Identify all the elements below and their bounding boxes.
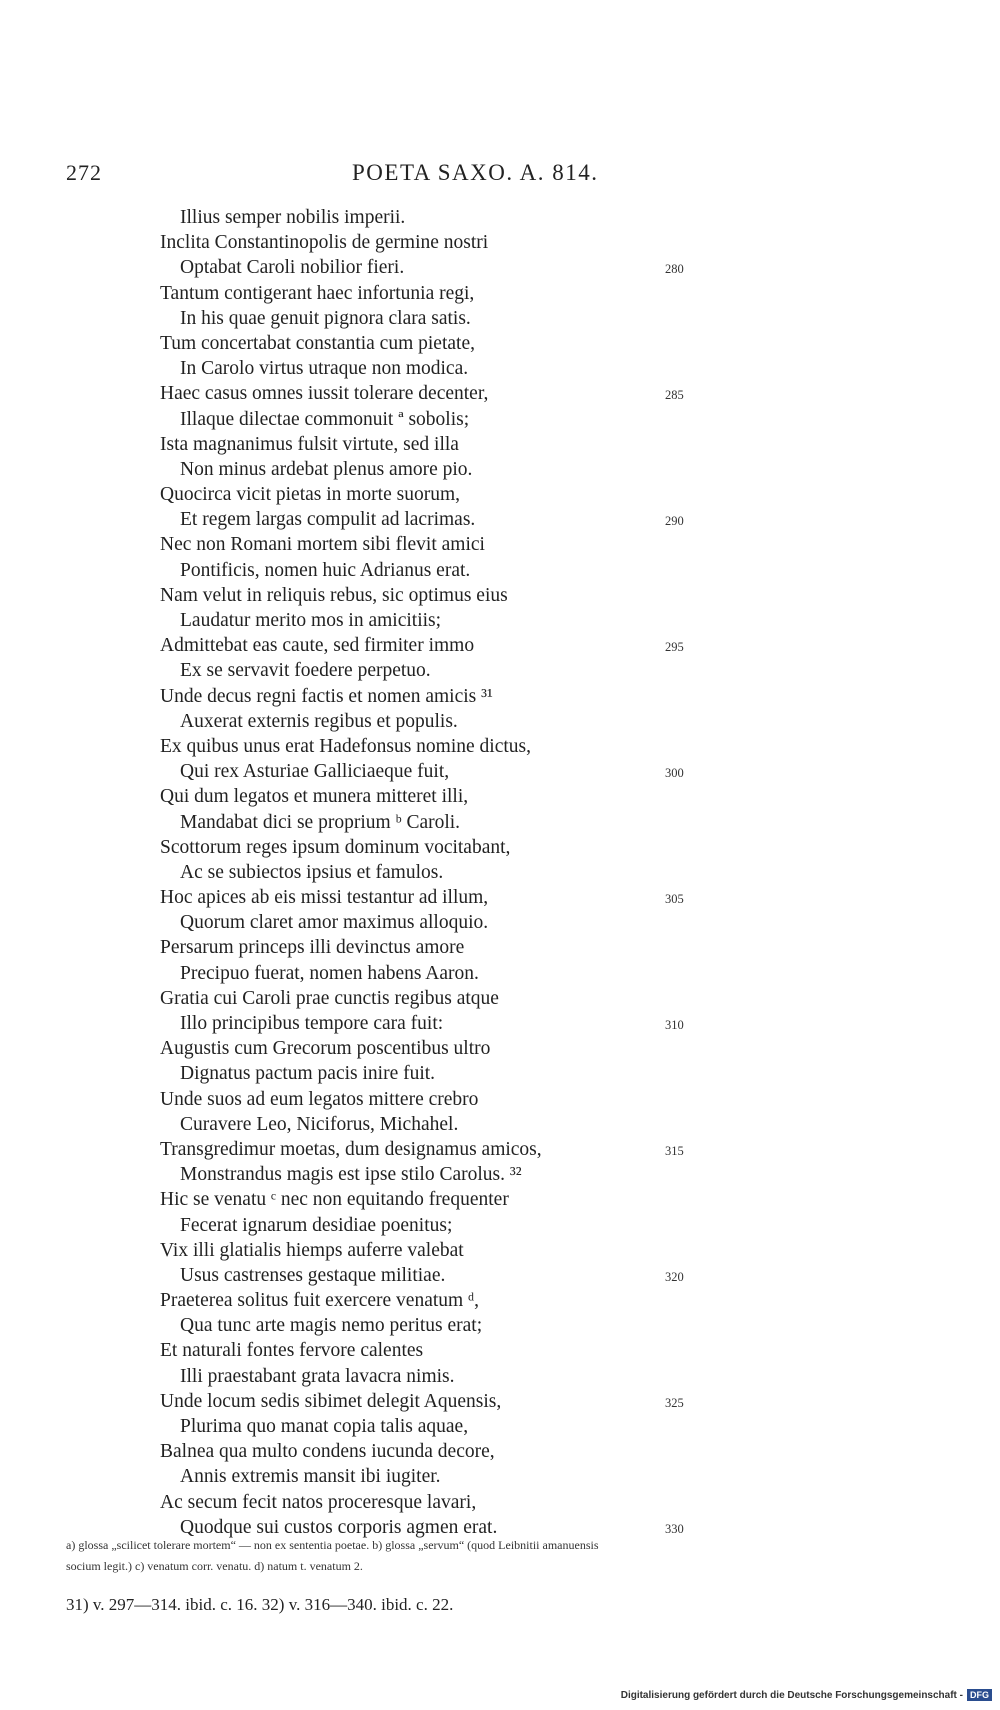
verse-line xyxy=(160,255,700,280)
verse-line xyxy=(160,1238,700,1263)
line-number: 310 xyxy=(665,1018,684,1032)
verse-line xyxy=(160,1389,700,1414)
verse-block xyxy=(160,205,700,1540)
verse-text: Persarum princeps illi devinctus amore xyxy=(160,937,465,959)
verse-line xyxy=(160,1263,700,1288)
verse-line xyxy=(160,633,700,658)
verse-line xyxy=(160,1137,700,1162)
verse-line xyxy=(160,432,700,457)
verse-line xyxy=(160,759,700,784)
verse-line xyxy=(160,457,700,482)
verse-line xyxy=(160,230,700,255)
verse-text: Precipuo fuerat, nomen habens Aaron. xyxy=(180,962,479,984)
verse-line xyxy=(160,1338,700,1363)
verse-text: Ex quibus unus erat Hadefonsus nomine dictus, xyxy=(160,735,531,757)
line-number: 305 xyxy=(665,892,684,907)
verse-text: Praeterea solitus fuit exercere venatum ᵈ, xyxy=(160,1290,480,1312)
verse-text: Nam velut in reliquis rebus, sic optimus eius xyxy=(160,584,508,606)
page-number: 272 xyxy=(66,160,102,185)
verse-line xyxy=(160,1087,700,1112)
verse-line xyxy=(160,482,700,507)
verse-text: Hic se venatu ᶜ nec non equitando frequenter xyxy=(160,1189,509,1211)
verse-text: Et naturali fontes fervore calentes xyxy=(160,1340,424,1362)
line-number: 325 xyxy=(665,1395,684,1410)
verse-line xyxy=(160,734,700,759)
verse-text: Dignatus pactum pacis inire fuit. xyxy=(180,1063,436,1085)
verse-line xyxy=(160,1061,700,1086)
footer-credit: Digitalisierung gefördert durch die Deutsche Forschungsgemeinschaft - xyxy=(620,1689,963,1701)
verse-line xyxy=(160,885,700,910)
verse-text: Ex se servavit foedere perpetuo. xyxy=(180,660,431,682)
verse-line xyxy=(160,1364,700,1389)
verse-line xyxy=(160,205,700,230)
verse-line xyxy=(160,1162,700,1187)
verse-text: Et regem largas compulit ad lacrimas. xyxy=(180,509,476,531)
verse-line xyxy=(160,1464,700,1489)
verse-line xyxy=(160,381,700,406)
verse-line xyxy=(160,1313,700,1338)
running-head: POETA SAXO. A. 814. xyxy=(352,160,599,185)
verse-text: Admittebat eas caute, sed firmiter immo xyxy=(160,635,475,657)
verse-line xyxy=(160,709,700,734)
verse-text: Monstrandus magis est ipse stilo Carolus. ³² xyxy=(180,1164,522,1186)
line-number: 280 xyxy=(665,262,684,277)
verse-text: Quocirca vicit pietas in morte suorum, xyxy=(160,484,461,506)
verse-text: Mandabat dici se proprium ᵇ Caroli. xyxy=(180,811,461,833)
verse-text: Unde locum sedis sibimet delegit Aquensis, xyxy=(160,1390,502,1412)
verse-line xyxy=(160,784,700,809)
verse-line xyxy=(160,810,700,835)
verse-text: Balnea qua multo condens iucunda decore, xyxy=(160,1441,495,1463)
verse-line xyxy=(160,608,700,633)
verse-line xyxy=(160,407,700,432)
verse-text: Transgredimur moetas, dum designamus amicos, xyxy=(160,1138,542,1160)
dfg-logo-icon: DFG xyxy=(967,1689,992,1701)
verse-line xyxy=(160,1414,700,1439)
verse-line xyxy=(160,281,700,306)
verse-text: Non minus ardebat plenus amore pio. xyxy=(180,458,473,480)
digitization-footer xyxy=(621,1687,992,1703)
note-line: socium legit.) c) venatum corr. venatu. d) natum t. venatum 2. xyxy=(66,1559,363,1573)
verse-text: Hoc apices ab eis missi testantur ad illum, xyxy=(160,887,489,909)
verse-text: Illaque dilectae commonuit ª sobolis; xyxy=(180,408,470,430)
line-number: 290 xyxy=(665,514,684,529)
verse-text: Fecerat ignarum desidiae poenitus; xyxy=(180,1214,453,1236)
verse-line xyxy=(160,1112,700,1137)
verse-line xyxy=(160,684,700,709)
line-number: 300 xyxy=(665,766,684,781)
verse-text: Annis extremis mansit ibi iugiter. xyxy=(180,1466,441,1488)
verse-text: Illi praestabant grata lavacra nimis. xyxy=(180,1365,455,1387)
verse-text: Ac secum fecit natos proceresque lavari, xyxy=(160,1491,477,1513)
verse-text: Haec casus omnes iussit tolerare decenter, xyxy=(160,383,489,405)
verse-text: Tum concertabat constantia cum pietate, xyxy=(160,332,475,354)
verse-line xyxy=(160,306,700,331)
verse-text: Vix illi glatialis hiemps auferre valebat xyxy=(160,1239,464,1261)
verse-line xyxy=(160,331,700,356)
line-number: 330 xyxy=(665,1521,684,1536)
verse-line xyxy=(160,532,700,557)
source-references: 31) v. 297—314. ibid. c. 16. 32) v. 316—340. ibid. c. 22. xyxy=(66,1595,454,1614)
verse-text: Qua tunc arte magis nemo peritus erat; xyxy=(180,1315,483,1337)
verse-text: Optabat Caroli nobilior fieri. xyxy=(180,257,405,279)
verse-text: Ista magnanimus fulsit virtute, sed illa xyxy=(160,433,459,455)
verse-line xyxy=(160,1036,700,1061)
line-number: 295 xyxy=(665,640,684,655)
verse-line xyxy=(160,1213,700,1238)
line-number: 320 xyxy=(665,1269,684,1284)
verse-text: Augustis cum Grecorum poscentibus ultro xyxy=(160,1038,491,1060)
note-line: a) glossa „scilicet tolerare mortem“ — non ex sententia poetae. b) glossa „servum“ (quod Leibnitii amanuensis xyxy=(66,1538,599,1552)
verse-line xyxy=(160,910,700,935)
verse-line xyxy=(160,860,700,885)
line-number: 285 xyxy=(665,388,684,403)
verse-line xyxy=(160,1187,700,1212)
verse-text: In Carolo virtus utraque non modica. xyxy=(180,358,469,380)
verse-text: Laudatur merito mos in amicitiis; xyxy=(180,610,442,631)
verse-text: Auxerat externis regibus et populis. xyxy=(180,710,458,732)
verse-line xyxy=(160,961,700,986)
verse-line xyxy=(160,1439,700,1464)
verse-text: Unde decus regni factis et nomen amicis ³¹ xyxy=(160,685,493,707)
verse-text: Quorum claret amor maximus alloquio. xyxy=(180,912,489,934)
verse-text: In his quae genuit pignora clara satis. xyxy=(180,307,471,329)
page-header xyxy=(66,160,626,190)
verse-text: Tantum contigerant haec infortunia regi, xyxy=(160,282,475,304)
verse-line xyxy=(160,658,700,683)
verse-line xyxy=(160,583,700,608)
verse-text: Qui dum legatos et munera mitteret illi, xyxy=(160,786,469,808)
verse-text: Plurima quo manat copia talis aquae, xyxy=(180,1416,469,1437)
verse-line xyxy=(160,835,700,860)
verse-text: Scottorum reges ipsum dominum vocitabant, xyxy=(160,836,511,858)
verse-text: Ac se subiectos ipsius et famulos. xyxy=(180,861,444,883)
verse-text: Quodque sui custos corporis agmen erat. xyxy=(180,1516,498,1538)
verse-text: Illo principibus tempore cara fuit: xyxy=(180,1013,444,1034)
verse-text: Unde suos ad eum legatos mittere crebro xyxy=(160,1088,479,1110)
line-number: 315 xyxy=(665,1143,684,1158)
verse-text: Pontificis, nomen huic Adrianus erat. xyxy=(180,559,471,581)
verse-line xyxy=(160,1011,700,1036)
verse-text: Usus castrenses gestaque militiae. xyxy=(180,1264,446,1286)
verse-text: Nec non Romani mortem sibi flevit amici xyxy=(160,534,485,556)
textual-notes xyxy=(66,1535,896,1577)
verse-line xyxy=(160,1490,700,1515)
verse-line xyxy=(160,558,700,583)
verse-line xyxy=(160,507,700,532)
verse-text: Inclita Constantinopolis de germine nostri xyxy=(160,232,489,254)
verse-text: Qui rex Asturiae Galliciaeque fuit, xyxy=(180,761,450,783)
verse-line xyxy=(160,1288,700,1313)
verse-line xyxy=(160,986,700,1011)
verse-text: Gratia cui Caroli prae cunctis regibus atque xyxy=(160,987,499,1009)
verse-line xyxy=(160,356,700,381)
verse-text: Curavere Leo, Niciforus, Michahel. xyxy=(180,1113,459,1135)
verse-text: Illius semper nobilis imperii. xyxy=(180,207,406,228)
verse-line xyxy=(160,935,700,960)
